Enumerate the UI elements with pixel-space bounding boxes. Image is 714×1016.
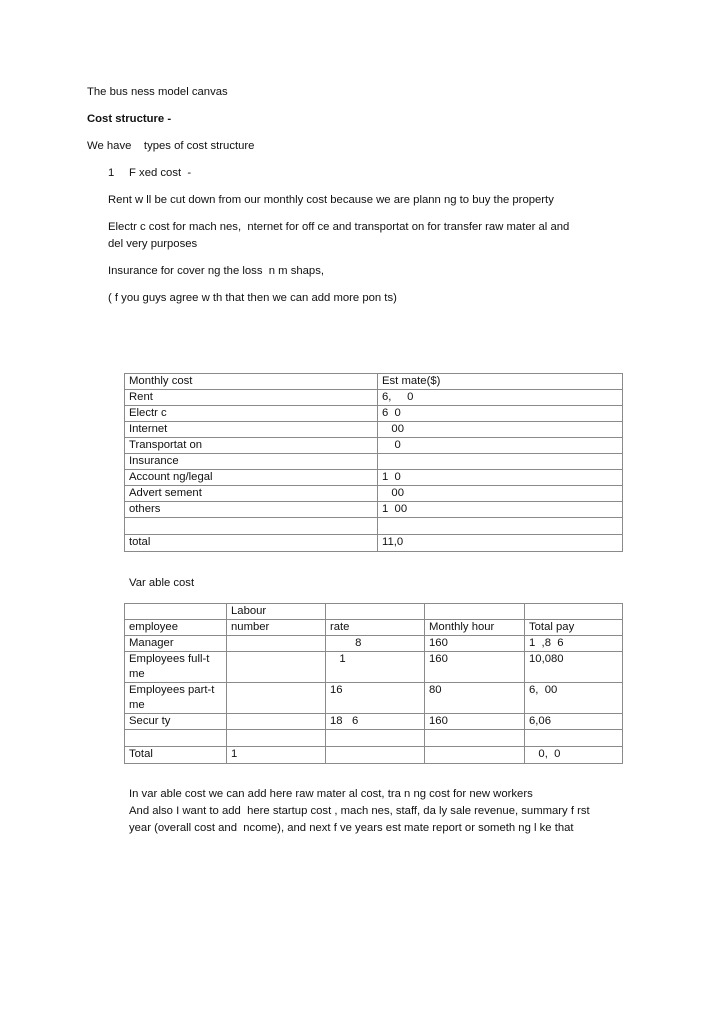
table-cell: Est mate($) bbox=[378, 374, 623, 390]
table-row bbox=[125, 454, 623, 470]
table-cell: 160 bbox=[425, 652, 525, 683]
table-row bbox=[125, 486, 623, 502]
list-item-fixed-cost: F xed cost - bbox=[129, 167, 192, 179]
table-row bbox=[125, 683, 623, 714]
table-row bbox=[125, 714, 623, 730]
table-cell bbox=[425, 604, 525, 620]
table-cell: number bbox=[227, 620, 326, 636]
table-row bbox=[125, 535, 623, 552]
paragraph-insurance: Insurance for cover ng the loss n m shaps, bbox=[108, 265, 325, 277]
note-line-2: And also I want to add here startup cost , mach nes, staff, da ly sale revenue, summary f rst bbox=[129, 805, 590, 817]
table-header-row bbox=[125, 604, 623, 620]
table-cell bbox=[227, 714, 326, 730]
note-line-3: year (overall cost and ncome), and next f ve years est mate report or someth ng l ke that bbox=[129, 822, 574, 834]
table-cell bbox=[125, 518, 378, 535]
table-cell: 1 bbox=[326, 652, 425, 683]
table-cell: Account ng/legal bbox=[125, 470, 378, 486]
table-cell: Advert sement bbox=[125, 486, 378, 502]
table-cell: 1 0 bbox=[378, 470, 623, 486]
table-cell: total bbox=[125, 535, 378, 552]
table-cell bbox=[227, 652, 326, 683]
table-cell: Total bbox=[125, 747, 227, 764]
note-line-1: In var able cost we can add here raw mater al cost, tra n ng cost for new workers bbox=[129, 788, 533, 800]
table-cell: 00 bbox=[378, 486, 623, 502]
monthly-cost-table bbox=[124, 373, 623, 552]
document-title: The bus ness model canvas bbox=[87, 86, 228, 98]
paragraph-electric-line2: del very purposes bbox=[108, 238, 198, 250]
table-cell: others bbox=[125, 502, 378, 518]
table-row bbox=[125, 636, 623, 652]
variable-cost-label: Var able cost bbox=[129, 577, 195, 589]
table-cell: 8 bbox=[326, 636, 425, 652]
table-cell bbox=[425, 747, 525, 764]
table-cell: Labour bbox=[227, 604, 326, 620]
table-cell: 0 bbox=[378, 438, 623, 454]
table-cell: Electr c bbox=[125, 406, 378, 422]
table-cell: 10,080 bbox=[525, 652, 623, 683]
table-cell: 0, 0 bbox=[525, 747, 623, 764]
table-cell bbox=[227, 636, 326, 652]
table-cell: Employees part-t me bbox=[125, 683, 227, 714]
table-row bbox=[125, 730, 623, 747]
table-cell bbox=[125, 730, 227, 747]
table-cell: Manager bbox=[125, 636, 227, 652]
table-row bbox=[125, 406, 623, 422]
table-row bbox=[125, 747, 623, 764]
table-cell: Internet bbox=[125, 422, 378, 438]
table-cell bbox=[227, 683, 326, 714]
table-cell: 00 bbox=[378, 422, 623, 438]
table-cell bbox=[326, 747, 425, 764]
table-cell: 1 ,8 6 bbox=[525, 636, 623, 652]
table-cell: Insurance bbox=[125, 454, 378, 470]
table-cell bbox=[425, 730, 525, 747]
table-cell bbox=[525, 730, 623, 747]
variable-cost-table bbox=[124, 603, 623, 764]
table-cell: Secur ty bbox=[125, 714, 227, 730]
table-cell: Total pay bbox=[525, 620, 623, 636]
table-cell: 6, 0 bbox=[378, 390, 623, 406]
table-row bbox=[125, 390, 623, 406]
table-cell bbox=[378, 454, 623, 470]
table-cell: employee bbox=[125, 620, 227, 636]
paragraph-electric-line1: Electr c cost for mach nes, nternet for off ce and transportat on for transfer raw mater al and bbox=[108, 221, 570, 233]
table-cell bbox=[326, 604, 425, 620]
paragraph-agree: ( f you guys agree w th that then we can add more pon ts) bbox=[108, 292, 397, 304]
table-cell bbox=[525, 604, 623, 620]
table-cell: 18 6 bbox=[326, 714, 425, 730]
table-cell bbox=[378, 518, 623, 535]
table-row bbox=[125, 470, 623, 486]
table-cell: 6,06 bbox=[525, 714, 623, 730]
table-cell: Employees full-t me bbox=[125, 652, 227, 683]
table-row bbox=[125, 438, 623, 454]
table-cell bbox=[125, 604, 227, 620]
paragraph-rent: Rent w ll be cut down from our monthly cost because we are plann ng to buy the property bbox=[108, 194, 554, 206]
table-row bbox=[125, 518, 623, 535]
table-cell: Monthly cost bbox=[125, 374, 378, 390]
table-header-row bbox=[125, 620, 623, 636]
table-row bbox=[125, 422, 623, 438]
table-cell: 160 bbox=[425, 714, 525, 730]
table-row bbox=[125, 502, 623, 518]
table-cell: 80 bbox=[425, 683, 525, 714]
table-cell: 11,0 bbox=[378, 535, 623, 552]
table-cell: Rent bbox=[125, 390, 378, 406]
table-cell: rate bbox=[326, 620, 425, 636]
list-number: 1 bbox=[108, 167, 115, 179]
table-cell: 1 00 bbox=[378, 502, 623, 518]
table-cell: 6, 00 bbox=[525, 683, 623, 714]
section-heading: Cost structure - bbox=[87, 113, 172, 125]
table-cell: 1 bbox=[227, 747, 326, 764]
table-cell: 160 bbox=[425, 636, 525, 652]
table-cell bbox=[326, 730, 425, 747]
table-cell bbox=[227, 730, 326, 747]
table-header-row bbox=[125, 374, 623, 390]
table-row bbox=[125, 652, 623, 683]
table-cell: Transportat on bbox=[125, 438, 378, 454]
table-cell: 16 bbox=[326, 683, 425, 714]
intro-text: We have types of cost structure bbox=[87, 140, 255, 152]
table-cell: 6 0 bbox=[378, 406, 623, 422]
table-cell: Monthly hour bbox=[425, 620, 525, 636]
